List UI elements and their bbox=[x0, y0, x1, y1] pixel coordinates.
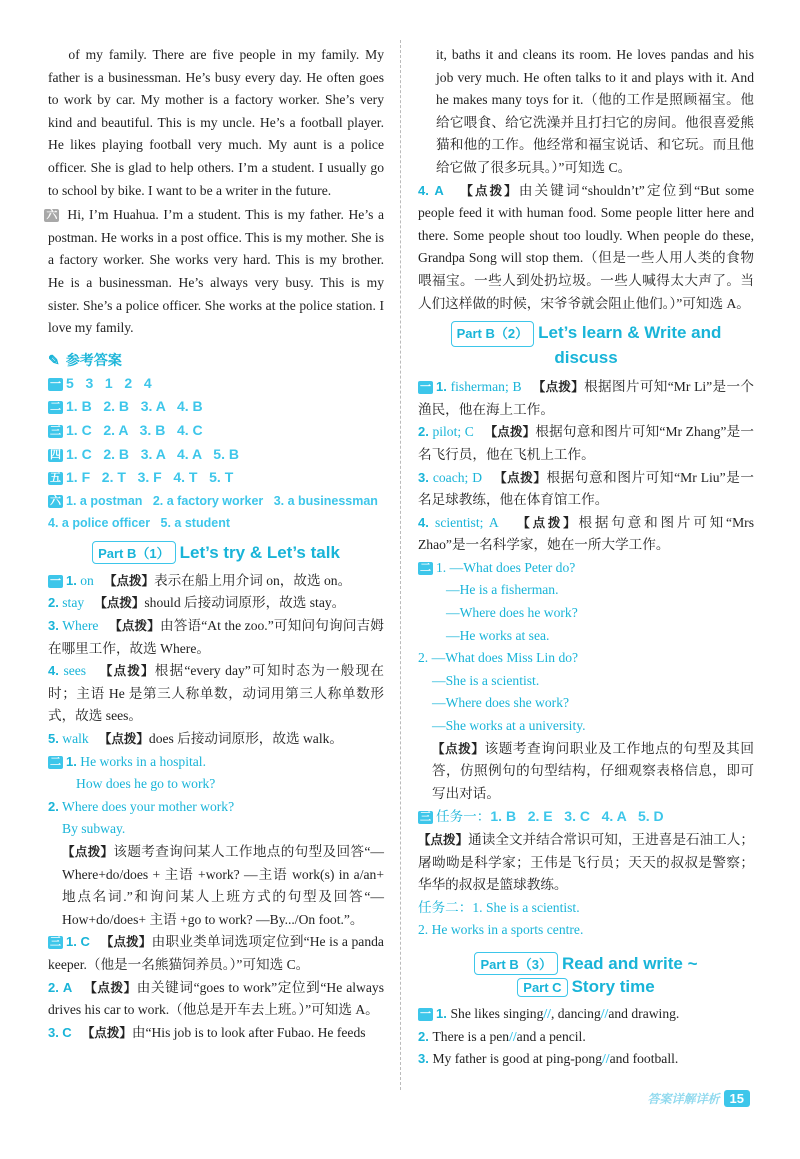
hint-block: 【点拨】该题考查询问某人工作地点的句型及回答“—Where+do/does + 主语 +work? —主语 work(s) in a/an+ 地点名词.”和询问某人上班方式的句型及回答“—How+do/does+ 主语 +go to work? —By.../On foot.”。 bbox=[62, 844, 384, 927]
task-two-item: 2. He works in a sports centre. bbox=[418, 922, 584, 938]
task-one: 三 任务一：1. B 2. E 3. C 4. A 5. D bbox=[420, 808, 664, 825]
answer-list bbox=[48, 372, 384, 535]
item: 一 1. on 【点拨】表示在船上用介词 on，故选 on。 bbox=[50, 572, 352, 588]
item: 4. sees 【点拨】根据“every day”可知时态为一般现在时；主语 He 是第三人称单数，动词用第三人称单数形式，故选 sees。 bbox=[48, 663, 384, 724]
dialogue-line: 二 1. —What does Peter do? bbox=[420, 559, 576, 575]
item-continued: it, baths it and cleans its room. He loves pandas and his job very much. He often talks to it and plays with it. And he makes many toys for it.（他的工作是照顾福宝。他给它喂食、给它洗澡并且打扫它的房间。他很喜爱熊猫和他的工作。他经常和福宝说话、和它玩。而且他给它做了很多玩具。）”可知选 C。 bbox=[436, 47, 754, 175]
hint-block: 【点拨】通读全文并结合常识可知，王进喜是石油工人；屠呦呦是科学家；王伟是飞行员；天天的叔叔是警察；华华的叔叔是篮球教练。 bbox=[418, 832, 754, 893]
answer-row: 六 1. a postman 2. a factory worker 3. a businessman bbox=[50, 493, 378, 508]
hint-block: 【点拨】该题考查询问职业及工作地点的句型及其回答，仿照例句的句型结构，仔细观察表格信息，即可写出对话。 bbox=[432, 740, 754, 801]
item: 一 1. She likes singing//, dancing//and drawing. bbox=[420, 1005, 680, 1021]
item: 4. A 【点拨】由关键词“shouldn’t”定位到“But some people feed it with human food. Some people litter here and there. Some people shout too loudly. When people do these, Grandpa Song will stop them.（但是一些人用人类的食物喂福宝。一些人到处扔垃圾。一些人喊得太大声了。当人们这样做的时候，宋爷爷就会阻止他们。）”可知选 A。 bbox=[418, 182, 754, 311]
right-column bbox=[418, 44, 754, 1071]
task-two: 任务二：1. She is a scientist. bbox=[418, 899, 580, 915]
left-column bbox=[48, 44, 384, 1044]
item: By subway. bbox=[62, 821, 126, 837]
dialogue-line: 2. —What does Miss Lin do? bbox=[418, 650, 579, 666]
item: 3. My father is good at ping-pong//and football. bbox=[418, 1051, 679, 1067]
section-heading-part-b1: Part B（1） Let’s try & Let’s talk bbox=[48, 541, 384, 564]
item: 4. scientist; A 【点拨】根据句意和图片可知“Mrs Zhao”是一名科学家，她在一所大学工作。 bbox=[418, 514, 754, 553]
item: 2. Where does your mother work? bbox=[48, 798, 235, 814]
item: How does he go to work? bbox=[76, 776, 216, 792]
section-tag-six: 六 bbox=[46, 209, 58, 222]
footer-label: 答案详解详析 bbox=[647, 1092, 720, 1106]
column-divider bbox=[400, 40, 401, 1090]
dialogue-line: —Where does he work? bbox=[446, 605, 578, 621]
item: 二 1. He works in a hospital. bbox=[50, 753, 206, 769]
answer-row: 二 1. B 2. B 3. A 4. B bbox=[50, 398, 203, 415]
answer-key-heading: ✎ 参考答案 bbox=[48, 348, 384, 372]
pencil-icon: ✎ bbox=[48, 351, 60, 368]
passage-six: 六 Hi, I’m Huahua. I’m a student. This is my father. He’s a postman. He works in a post office. This is my mother. She is a factory worker. She works very hard. This is my brother. He is a businessman. He’s always very busy. This is my sister. She’s a police officer. She works at the police station. I love my family. bbox=[46, 207, 384, 336]
passage-five-end: of my family. There are five people in my family. My father is a businessman. He’s busy every day. He often goes to work by car. My mother is a factory worker. She’s very kind and beautiful. This is my uncle. He’s a football player. He likes playing football very much. My aunt is a police officer. She is glad to help others. I’m a student. I usually go to school by bike. I want to be a writer in the future. bbox=[48, 47, 384, 198]
item: 3. coach; D 【点拨】根据句意和图片可知“Mr Liu”是一名足球教练，他在体育馆工作。 bbox=[418, 469, 754, 508]
item: 5. walk 【点拨】does 后接动词原形，故选 walk。 bbox=[48, 731, 343, 747]
section-heading-part-c: Part C Story time bbox=[418, 977, 754, 997]
section-heading-part-b2: Part B（2） Let’s learn & Write and discuss bbox=[418, 321, 754, 370]
answer-row: 四 1. C 2. B 3. A 4. A 5. B bbox=[50, 445, 239, 462]
item: 2. stay 【点拨】should 后接动词原形，故选 stay。 bbox=[48, 595, 346, 611]
dialogue-line: —She is a scientist. bbox=[432, 672, 540, 688]
dialogue-line: —Where does she work? bbox=[432, 695, 570, 711]
item: 3. C 【点拨】由“His job is to look after Fubao. He feeds bbox=[48, 1024, 366, 1040]
section-heading-part-b3: Part B（3） Read and write ~ bbox=[418, 952, 754, 975]
page-footer bbox=[648, 1090, 750, 1107]
page-number: 15 bbox=[724, 1090, 750, 1107]
item: 2. A 【点拨】由关键词“goes to work”定位到“He always drives his car to work.（他总是开车去上班。）”可知选 A。 bbox=[48, 979, 384, 1018]
answer-row: 一 5 3 1 2 4 bbox=[50, 374, 152, 391]
item: 2. pilot; C 【点拨】根据句意和图片可知“Mr Zhang”是一名飞行员，他在飞机上工作。 bbox=[418, 424, 754, 462]
item: 一 1. fisherman; B 【点拨】根据图片可知“Mr Li”是一个渔民，他在海上工作。 bbox=[418, 379, 754, 417]
dialogue-line: —He is a fisherman. bbox=[446, 582, 559, 598]
dialogue-line: —He works at sea. bbox=[446, 627, 550, 643]
answer-row: 三 1. C 2. A 3. B 4. C bbox=[50, 421, 203, 438]
dialogue-line: —She works at a university. bbox=[432, 718, 586, 734]
item: 三 1. C 【点拨】由职业类单词选项定位到“He is a panda keeper.（他是一名熊猫饲养员。）”可知选 C。 bbox=[48, 934, 384, 972]
item: 2. There is a pen//and a pencil. bbox=[418, 1028, 586, 1044]
answer-row: 4. a police officer 5. a student bbox=[48, 516, 230, 531]
answer-row: 五 1. F 2. T 3. F 4. T 5. T bbox=[50, 469, 234, 486]
item: 3. Where 【点拨】由答语“At the zoo.”可知问句询问吉姆在哪里工作，故选 Where。 bbox=[48, 618, 384, 656]
